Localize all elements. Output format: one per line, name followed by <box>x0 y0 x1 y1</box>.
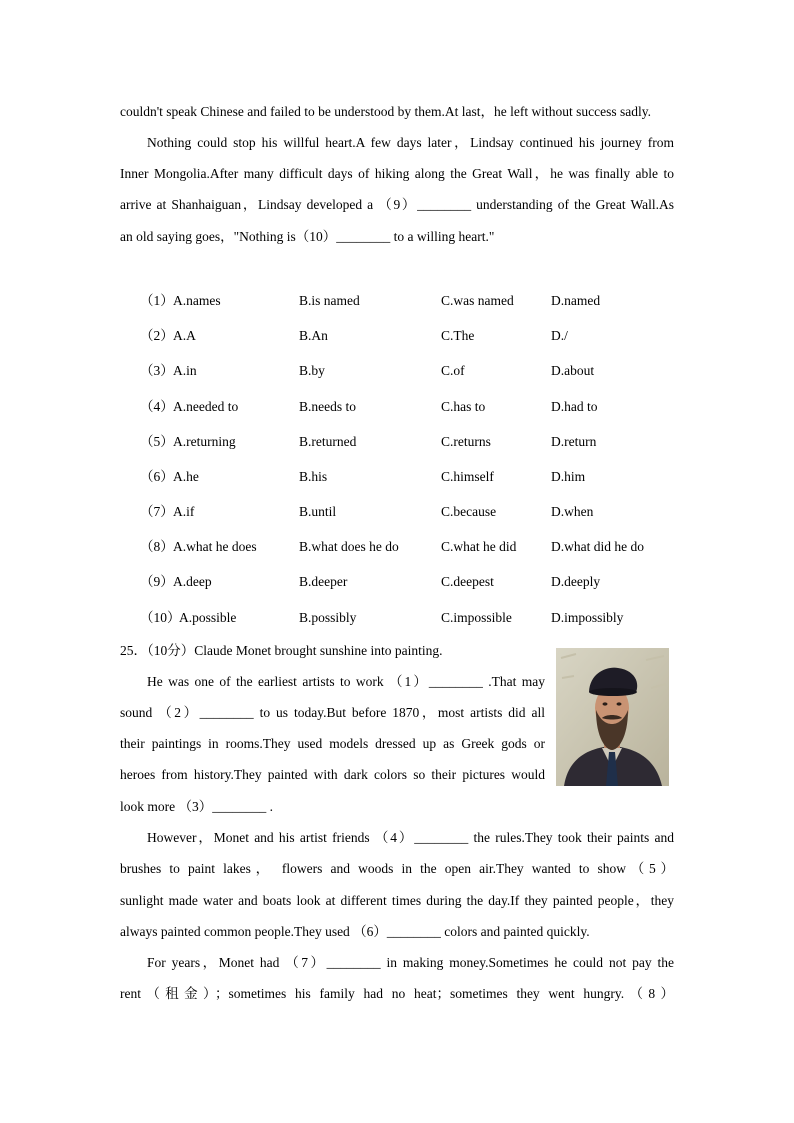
passage-line: Inner Mongolia.After many difficult days of hiking along the Great Wall，he was finally able to <box>120 166 674 181</box>
option-d: D.what did he do <box>551 539 644 554</box>
question-25-title: 25．（10分）Claude Monet brought sunshine into painting. <box>120 643 443 658</box>
option-a: A.if <box>173 504 195 519</box>
option-a: A.he <box>173 469 199 484</box>
option-b: B.by <box>299 363 325 378</box>
option-d: D.impossibly <box>551 610 624 625</box>
passage-line: He was one of the earliest artists to work （1）________ .That may <box>147 674 545 689</box>
option-c: C.of <box>441 363 465 378</box>
passage-line: sound （2）________ to us today.But before 1870，most artists did all <box>120 705 545 720</box>
option-c: C.himself <box>441 469 494 484</box>
option-d: D.return <box>551 434 597 449</box>
option-c: C.The <box>441 328 475 343</box>
option-a: A.names <box>173 293 221 308</box>
passage-line: brushes to paint lakes， flowers and woods in the open air.They wanted to show（5） <box>120 861 674 876</box>
passage-line: couldn't speak Chinese and failed to be understood by them.At last，he left without success sadly. <box>120 104 651 119</box>
option-number: （1） <box>140 293 174 308</box>
passage-line: For years，Monet had （7）________ in making money.Sometimes he could not pay the <box>147 955 674 970</box>
option-number: （5） <box>140 434 174 449</box>
option-d: D.had to <box>551 399 598 414</box>
option-a: A.returning <box>173 434 236 449</box>
option-number: （7） <box>140 504 174 519</box>
option-d: D./ <box>551 328 568 343</box>
option-b: B.possibly <box>299 610 357 625</box>
option-b: B.An <box>299 328 328 343</box>
option-b: B.what does he do <box>299 539 399 554</box>
option-a: A.in <box>173 363 197 378</box>
option-number: （6） <box>140 469 174 484</box>
option-a: A.what he does <box>173 539 257 554</box>
option-b: B.deeper <box>299 574 348 589</box>
option-d: D.named <box>551 293 601 308</box>
option-number: （8） <box>140 539 174 554</box>
option-d: D.about <box>551 363 595 378</box>
option-number: （2） <box>140 328 174 343</box>
passage-line: look more （3）________ . <box>120 799 273 814</box>
option-a: A.A <box>173 328 196 343</box>
passage-line: sunlight made water and boats look at different times during the day.If they painted people，they <box>120 893 674 908</box>
passage-line: always painted common people.They used （6）________ colors and painted quickly. <box>120 924 590 939</box>
option-number: （4） <box>140 399 174 414</box>
option-b: B.until <box>299 504 337 519</box>
option-d: D.him <box>551 469 586 484</box>
option-a: A.deep <box>173 574 212 589</box>
passage-line: an old saying goes，"Nothing is（10）________ to a willing heart." <box>120 229 495 244</box>
option-d: D.when <box>551 504 594 519</box>
option-number: （10） <box>140 610 181 625</box>
option-c: C.deepest <box>441 574 494 589</box>
option-b: B.his <box>299 469 328 484</box>
passage-line: their paintings in rooms.They used models dressed up as Greek gods or <box>120 736 545 751</box>
option-c: C.impossible <box>441 610 512 625</box>
option-d: D.deeply <box>551 574 601 589</box>
option-b: B.needs to <box>299 399 356 414</box>
option-number: （9） <box>140 574 174 589</box>
option-a: A.possible <box>179 610 237 625</box>
passage-line: arrive at Shanhaiguan，Lindsay developed a （9）________ understanding of the Great Wall.As <box>120 197 674 212</box>
monet-portrait-image <box>556 648 669 786</box>
option-a: A.needed to <box>173 399 239 414</box>
option-c: C.because <box>441 504 497 519</box>
option-c: C.has to <box>441 399 486 414</box>
option-c: C.returns <box>441 434 491 449</box>
option-c: C.what he did <box>441 539 517 554</box>
option-number: （3） <box>140 363 174 378</box>
option-b: B.is named <box>299 293 360 308</box>
option-b: B.returned <box>299 434 357 449</box>
passage-line: rent（租金）；sometimes his family had no heat；sometimes they went hungry.（8） <box>120 986 674 1001</box>
passage-line: However，Monet and his artist friends （4）________ the rules.They took their paints and <box>147 830 674 845</box>
option-c: C.was named <box>441 293 514 308</box>
passage-line: Nothing could stop his willful heart.A few days later，Lindsay continued his journey from <box>147 135 674 150</box>
passage-line: heroes from history.They painted with dark colors so their pictures would <box>120 767 545 782</box>
